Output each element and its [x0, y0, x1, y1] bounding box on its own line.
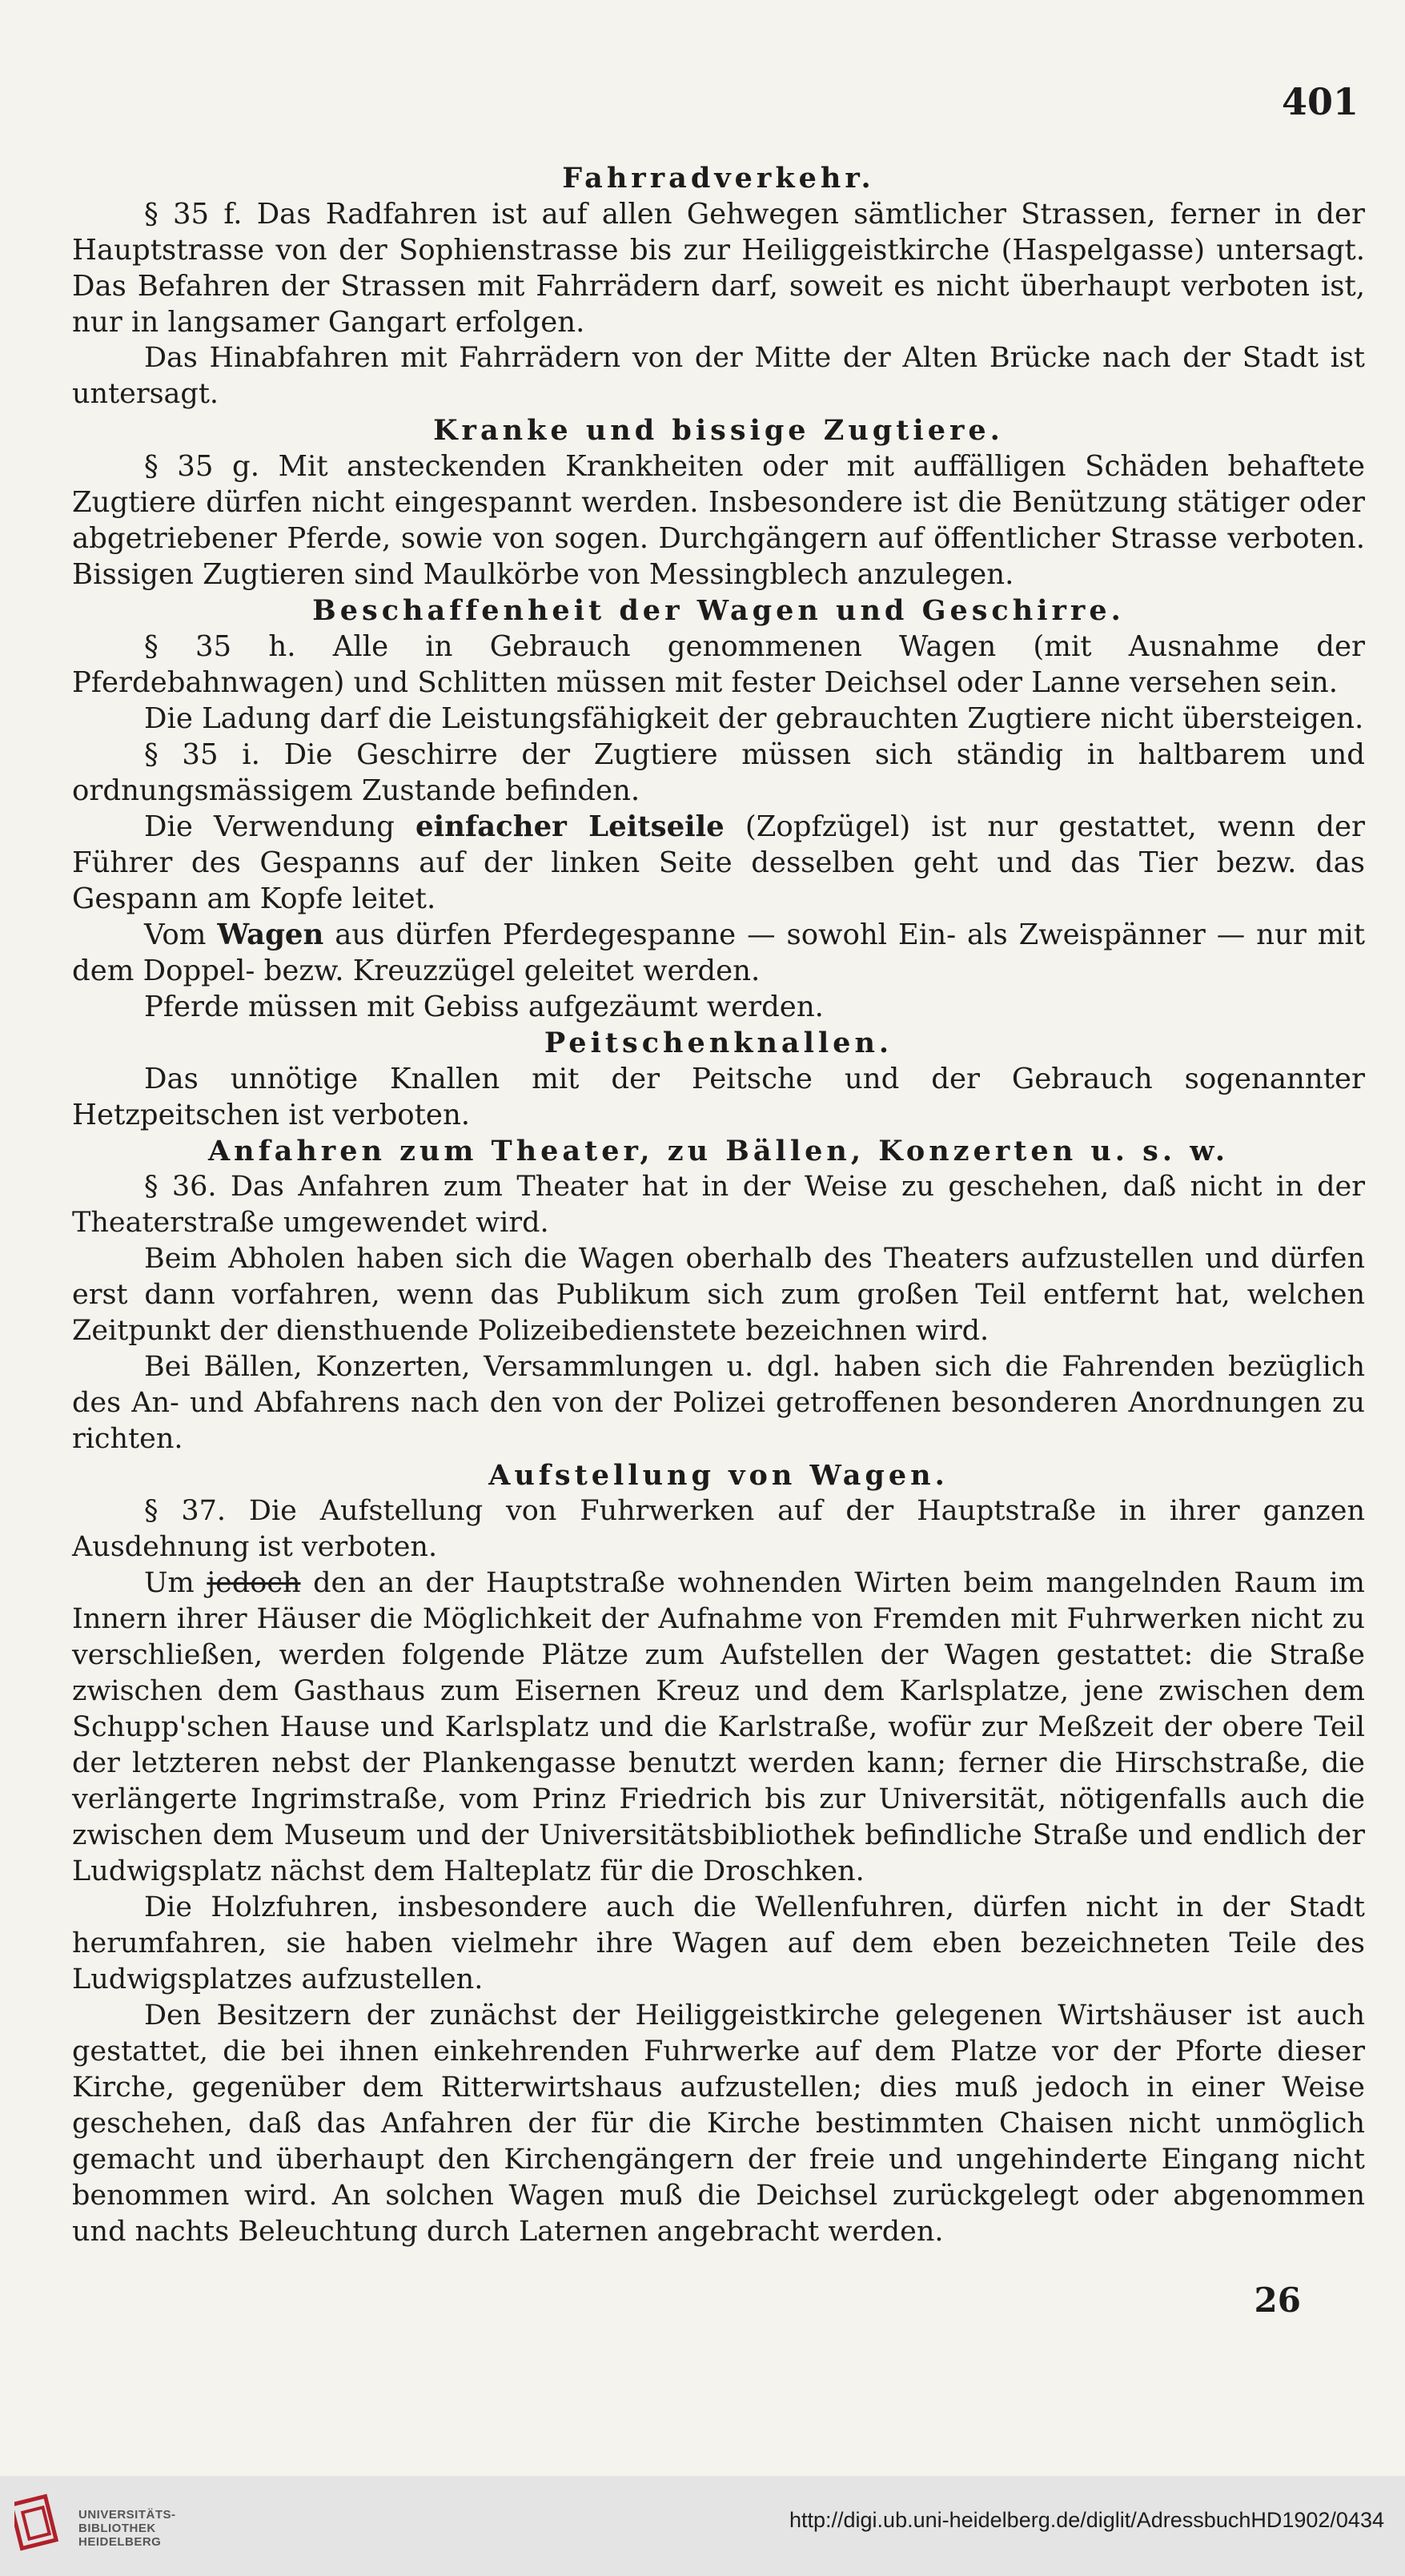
paragraph-vom-wagen	[72, 917, 1365, 989]
source-url-link[interactable]: http://digi.ub.uni-heidelberg.de/diglit/AdressbuchHD1902/0434	[789, 2508, 1384, 2532]
library-name-line2: BIBLIOTHEK	[78, 2522, 156, 2535]
leitseile-bold: einfacher Leitseile	[415, 810, 725, 843]
paragraph-baellen: Bei Bällen, Konzerten, Versammlungen u. dgl. haben sich die Fahrenden bezüglich des An- und Abfahrens nach den von der Polizei getroffenen besonderen Anordnungen zu richten.	[72, 1351, 1365, 1455]
paragraph-um-jedoch	[72, 1565, 1365, 1890]
library-name	[78, 2508, 176, 2549]
library-name-line1: UNIVERSITÄTS-	[78, 2508, 176, 2522]
library-name-line3: HEIDELBERG	[78, 2535, 162, 2549]
paragraph-35g: § 35 g. Mit ansteckenden Krankheiten oder mit auffälligen Schäden behaftete Zugtiere dürfen nicht eingespannt werden. Insbesondere ist die Benützung stätiger oder abgetriebener Pferde, sowie von sogen. Durchgängern auf öffentlicher Strasse verboten. Bissigen Zugtieren sind Maulkörbe von Messingblech anzulegen.	[72, 450, 1365, 591]
page-content	[72, 160, 1365, 2250]
section-heading-wagen-geschirre: Beschaffenheit der Wagen und Geschirre.	[312, 594, 1125, 627]
section-heading-fahrradverkehr: Fahrradverkehr.	[562, 162, 875, 195]
paragraph-abholen: Beim Abholen haben sich die Wagen oberhalb des Theaters aufzustellen und dürfen erst dann vorfahren, wenn das Publikum sich zum großen Teil entfernt hat, welchen Zeitpunkt der diensthuende Polizeibedienstete bezeichnen wird.	[72, 1243, 1365, 1347]
paragraph-knallen: Das unnötige Knallen mit der Peitsche und der Gebrauch sogenannter Hetzpeitschen ist verboten.	[72, 1063, 1365, 1131]
paragraph-35i: § 35 i. Die Geschirre der Zugtiere müssen sich ständig in haltbarem und ordnungsmässigem Zustande befinden.	[72, 738, 1365, 807]
struck-word: jedoch	[207, 1567, 301, 1599]
paragraph-gebiss: Pferde müssen mit Gebiss aufgezäumt werden.	[144, 991, 824, 1023]
paragraph-35h: § 35 h. Alle in Gebrauch genommenen Wagen (mit Ausnahme der Pferdebahnwagen) und Schlitten müssen mit fester Deichsel oder Lanne versehen sein.	[72, 630, 1365, 699]
paragraph-besitzern: Den Besitzern der zunächst der Heiliggeistkirche gelegenen Wirtshäuser ist auch gestattet, die bei ihnen einkehrenden Fuhrwerke auf dem Platze vor der Pforte dieser Kirche, gegenüber dem Ritterwirtshaus aufzustellen; dies muß jedoch in einer Weise geschehen, daß das Anfahren der für die Kirche bestimmten Chaisen nicht unmöglich gemacht und überhaupt den Kirchengängern der freie und ungehinderte Eingang nicht benommen wird. An solchen Wagen muß die Deichsel zurückgelegt oder abgenommen und nachts Beleuchtung durch Laternen angebracht werden.	[72, 1999, 1365, 2248]
um-rest: den an der Hauptstraße wohnenden Wirten beim mangelnden Raum im Innern ihrer Häuser die Möglichkeit der Aufnahme von Fremden mit Fuhrwerken nicht zu verschließen, werden folgende Plätze zum Aufstellen der Wagen gestattet: die Straße zwischen dem Gasthaus zum Eisernen Kreuz und dem Karlsplatze, jene zwischen dem Schupp'schen Hause und Karlsplatz und die Karlstraße, wofür zur Meßzeit der obere Teil der letzteren nebst der Plankengasse benutzt werden kann; ferner die Hirschstraße, die verlängerte Ingrimstraße, vom Prinz Friedrich bis zur Universität, nötigenfalls auch die zwischen dem Museum und der Universitätsbibliothek befindliche Straße und endlich der Ludwigsplatz nächst dem Halteplatz für die Droschken.	[72, 1567, 1365, 1887]
paragraph-37: § 37. Die Aufstellung von Fuhrwerken auf der Hauptstraße in ihrer ganzen Ausdehnung ist verboten.	[72, 1495, 1365, 1563]
leitseile-after: (Zopfzügel) ist nur gestattet, wenn der Führer des Gespanns auf der linken Seite desselben geht und das Tier bezw. das Gespann am Kopfe leitet.	[72, 810, 1365, 915]
section-heading-aufstellung: Aufstellung von Wagen.	[488, 1459, 949, 1492]
paragraph-hinabfahren: Das Hinabfahren mit Fahrrädern von der Mitte der Alten Brücke nach der Stadt ist untersagt.	[72, 342, 1365, 410]
section-heading-zugtiere: Kranke und bissige Zugtiere.	[433, 414, 1004, 447]
footer-bar	[0, 2476, 1405, 2576]
page-number: 401	[1281, 80, 1359, 123]
university-library-logo-icon	[14, 2484, 61, 2564]
section-heading-peitschenknallen: Peitschenknallen.	[544, 1027, 893, 1059]
wagen-after: aus dürfen Pferdegespanne — sowohl Ein- als Zweispänner — nur mit dem Doppel- bezw. Kreuzzügel geleitet werden.	[72, 918, 1366, 987]
paragraph-35f: § 35 f. Das Radfahren ist auf allen Gehwegen sämtlicher Strassen, ferner in der Hauptstrasse von der Sophienstrasse bis zur Heiliggeistkirche (Haspelgasse) untersagt. Das Befahren der Strassen mit Fahrrädern darf, soweit es nicht überhaupt verboten ist, nur in langsamer Gangart erfolgen.	[72, 198, 1365, 339]
signature-number: 26	[1254, 2281, 1301, 2320]
paragraph-holzfuhren: Die Holzfuhren, insbesondere auch die Wellenfuhren, dürfen nicht in der Stadt herumfahren, sie haben vielmehr ihre Wagen auf dem eben bezeichneten Teile des Ludwigsplatzes aufzustellen.	[72, 1891, 1365, 1995]
paragraph-36: § 36. Das Anfahren zum Theater hat in der Weise zu geschehen, daß nicht in der Theaterstraße umgewendet wird.	[72, 1171, 1365, 1239]
um-start: Um	[144, 1567, 207, 1599]
leitseile-before: Die Verwendung	[144, 810, 416, 843]
section-heading-anfahren-theater: Anfahren zum Theater, zu Bällen, Konzerten u. s. w.	[207, 1135, 1230, 1167]
wagen-bold: Wagen	[217, 918, 324, 951]
paragraph-leitseile	[72, 809, 1365, 917]
wagen-before: Vom	[144, 918, 218, 951]
paragraph-ladung: Die Ladung darf die Leistungsfähigkeit der gebrauchten Zugtiere nicht übersteigen.	[144, 702, 1364, 735]
